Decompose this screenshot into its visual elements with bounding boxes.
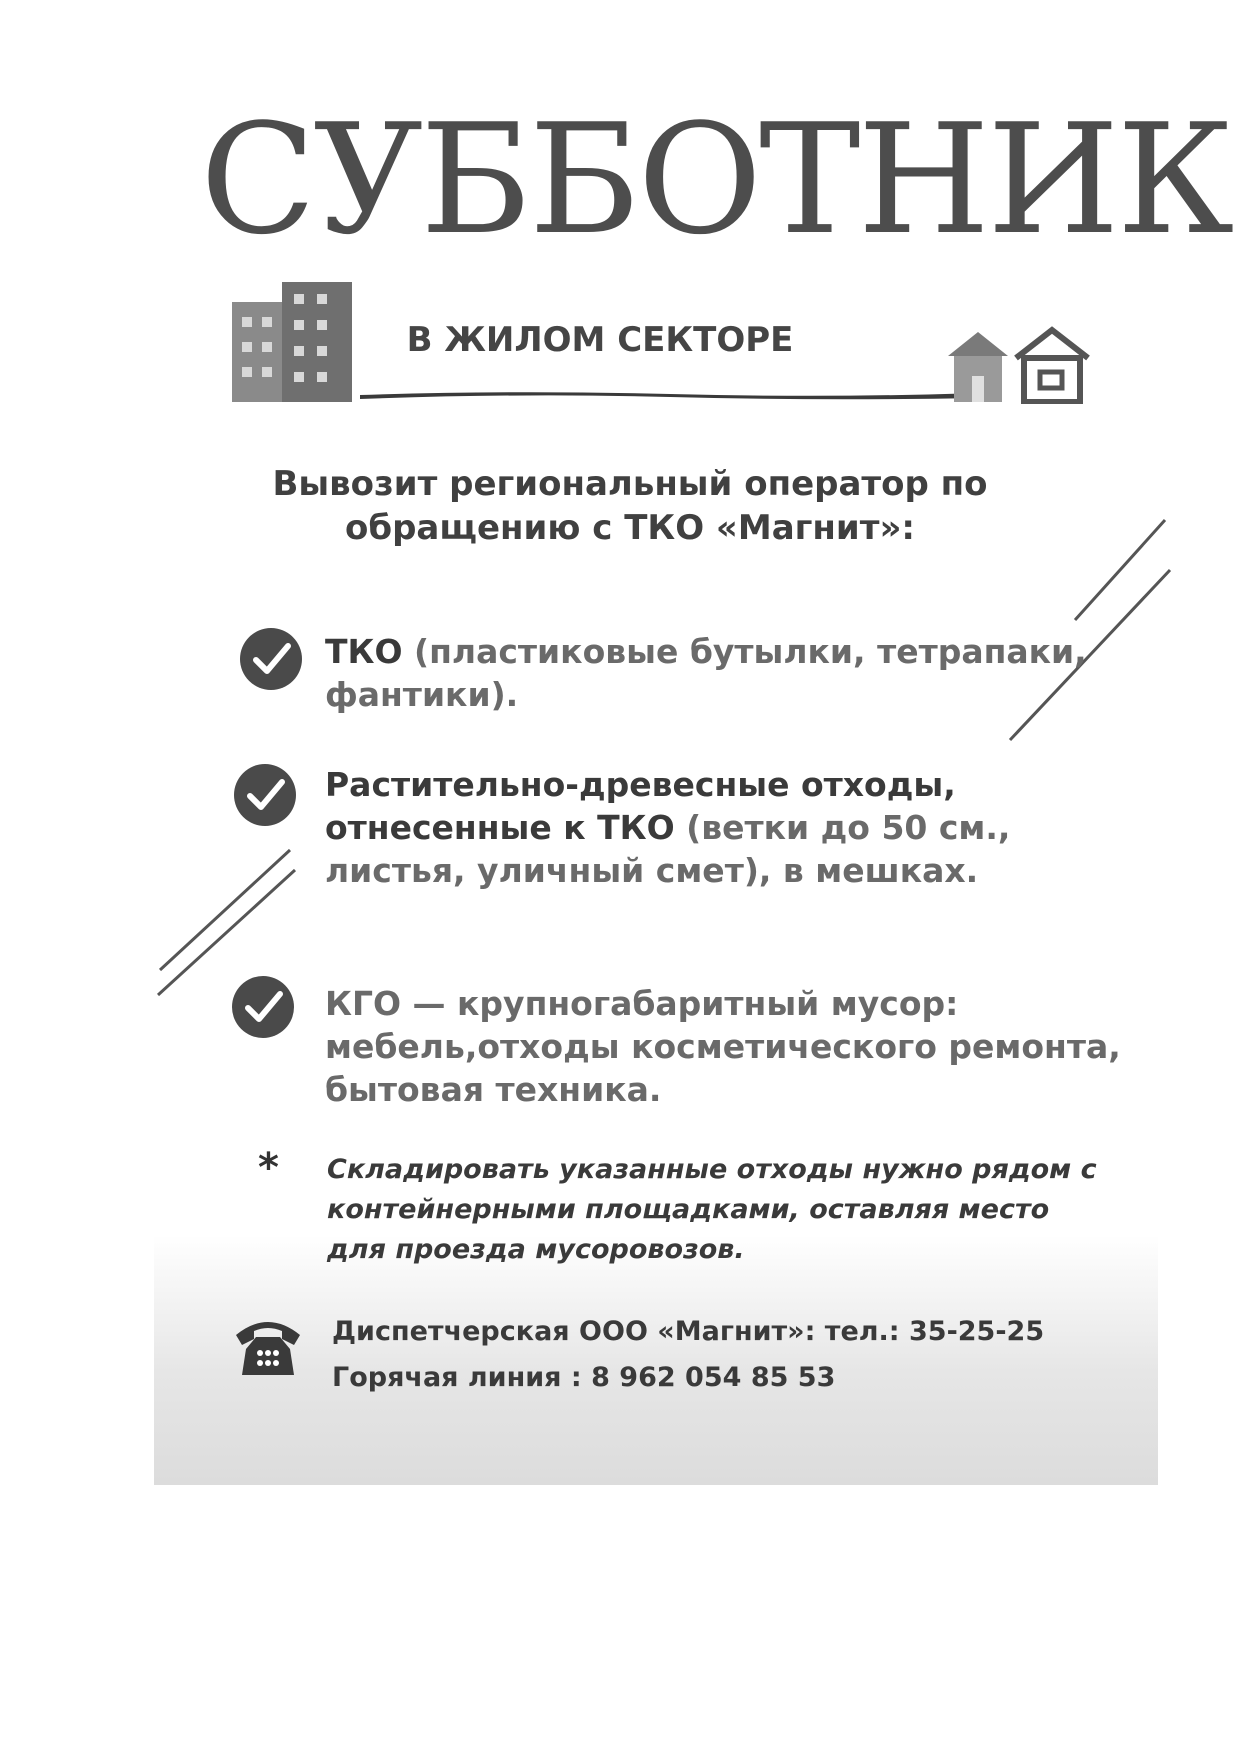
check-circle-icon	[232, 762, 298, 828]
dispatch-contact: Диспетчерская ООО «Магнит»: тел.: 35-25-25	[332, 1316, 1045, 1347]
list-item-lead: ТКО	[325, 632, 403, 671]
list-item	[325, 982, 1125, 1111]
hotline-contact: Горячая линия : 8 962 054 85 53	[332, 1362, 836, 1393]
check-circle-icon	[230, 974, 296, 1040]
page-title: СУББОТНИК	[200, 91, 1232, 268]
telephone-icon	[232, 1313, 304, 1379]
list-item-text: (ветки до 50 см., листья, уличный смет), в мешках.	[325, 808, 1011, 890]
list-item-lead: Растительно-древесные отходы, отнесенные к ТКО	[325, 765, 956, 847]
list-item	[325, 763, 1125, 892]
page-subtitle: В ЖИЛОМ СЕКТОРЕ	[406, 320, 794, 360]
bottom-shade	[154, 1235, 1158, 1485]
check-circle-icon	[238, 626, 304, 692]
brush-underline	[360, 388, 980, 402]
note-text: Складировать указанные отходы нужно рядом с контейнерными площадками, оставляя место для проезда мусоровозов.	[327, 1154, 1097, 1265]
list-item	[325, 630, 1125, 716]
list-item-text: КГО — крупногабаритный мусор: мебель,отходы косметического ремонта, бытовая техника.	[325, 984, 1121, 1109]
intro-text: Вывозит региональный оператор по обращению с ТКО «Магнит»:	[272, 464, 988, 548]
note-asterisk: *	[258, 1145, 279, 1191]
list-item-text: (пластиковые бутылки, тетрапаки, фантики).	[325, 632, 1087, 714]
houses-icon	[944, 326, 1092, 404]
